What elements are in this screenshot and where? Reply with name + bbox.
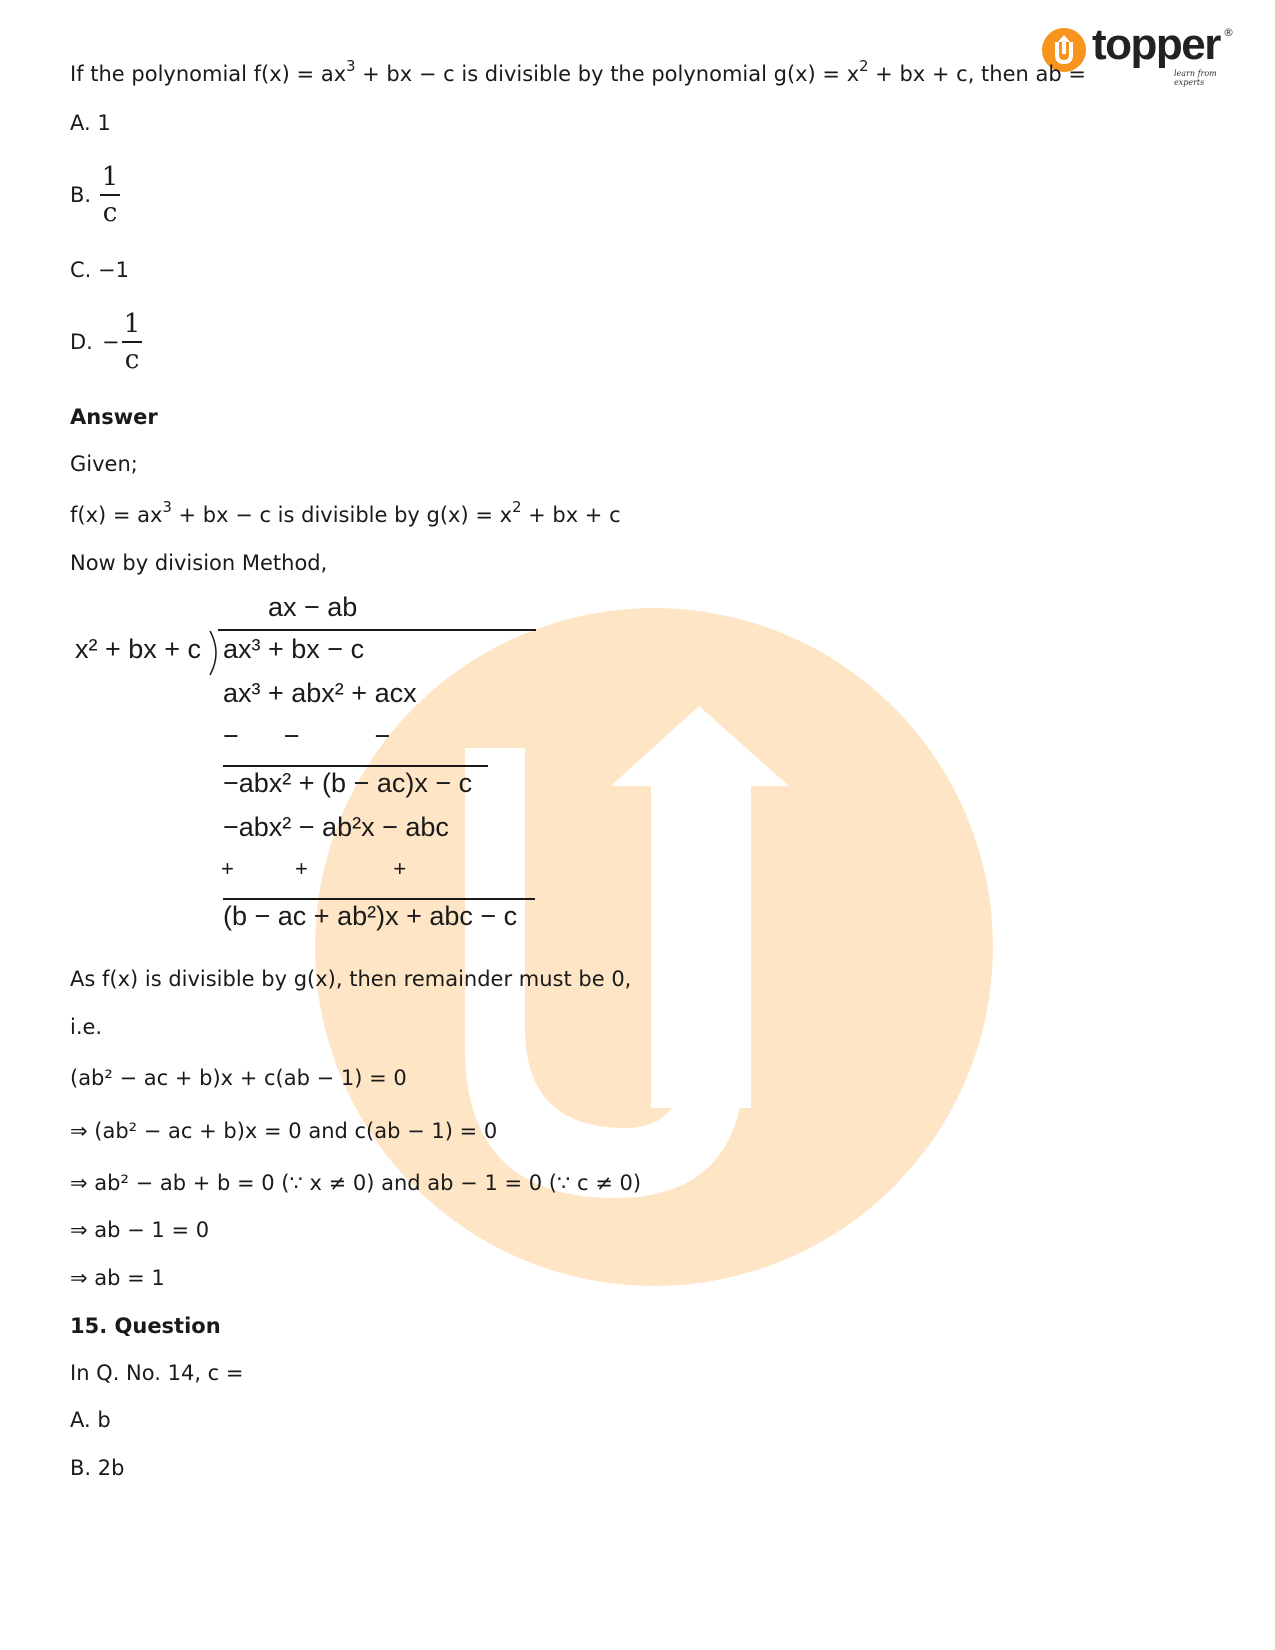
- logo-wordmark: topper: [1092, 20, 1220, 69]
- registered-mark: ®: [1223, 26, 1234, 39]
- fraction-numerator: 1: [123, 309, 141, 339]
- stem-part: + bx − c is divisible by the polynomial g(x) = x: [355, 62, 860, 86]
- stem-part: + bx + c, then ab =: [868, 62, 1086, 86]
- given-part: + bx + c: [521, 503, 621, 527]
- option-b-label: B.: [70, 183, 92, 207]
- equation-2: ⇒ (ab² − ac + b)x = 0 and c(ab − 1) = 0: [70, 1119, 498, 1143]
- equation-5: ⇒ ab = 1: [70, 1266, 165, 1290]
- question15-stem: In Q. No. 14, c =: [70, 1361, 244, 1385]
- division-remainder1: −abx² + (b − ac)x − c: [223, 768, 473, 798]
- division-step1: ax³ + abx² + acx: [223, 678, 417, 708]
- given-sup: 3: [162, 498, 172, 516]
- stem-sup: 3: [346, 57, 356, 75]
- division-rule1: [223, 765, 488, 767]
- division-step2: −abx² − ab²x − abc: [223, 812, 449, 842]
- stem-part: If the polynomial f(x) = ax: [70, 62, 347, 86]
- ie-text: i.e.: [70, 1015, 103, 1039]
- option-d-fraction: [122, 307, 142, 377]
- reason-text: As f(x) is divisible by g(x), then remainder must be 0,: [70, 967, 632, 991]
- method-label: Now by division Method,: [70, 551, 328, 575]
- given-part: f(x) = ax: [70, 503, 163, 527]
- given-part: + bx − c is divisible by g(x) = x: [171, 503, 513, 527]
- division-signs2: + + +: [221, 856, 407, 881]
- division-rule2: [223, 898, 535, 900]
- fraction-denominator: c: [102, 197, 118, 228]
- answer-heading: Answer: [70, 405, 158, 429]
- division-top-bar: [218, 629, 536, 631]
- equation-1: (ab² − ac + b)x + c(ab − 1) = 0: [70, 1066, 407, 1090]
- question15-option-a: A. b: [70, 1408, 111, 1432]
- given-statement: [70, 498, 621, 527]
- logo-tagline: learn from experts: [1174, 69, 1217, 87]
- fraction-numerator: 1: [101, 162, 119, 192]
- question15-heading: 15. Question: [70, 1314, 221, 1338]
- given-label: Given;: [70, 452, 138, 476]
- option-a: A. 1: [70, 111, 111, 135]
- equation-3: ⇒ ab² − ab + b = 0 (∵ x ≠ 0) and ab − 1 = 0 (∵ c ≠ 0): [70, 1171, 642, 1195]
- given-sup: 2: [512, 498, 522, 516]
- question15-option-b: B. 2b: [70, 1456, 125, 1480]
- division-signs1: − − −: [223, 721, 391, 751]
- equation-4: ⇒ ab − 1 = 0: [70, 1218, 210, 1242]
- fraction-denominator: c: [124, 344, 140, 375]
- option-d-sign: −: [102, 330, 120, 354]
- question-stem: [70, 57, 1086, 86]
- division-dividend: ax³ + bx − c: [223, 634, 365, 664]
- option-d-label: D.: [70, 330, 93, 354]
- stem-sup: 2: [859, 57, 869, 75]
- division-divisor: x² + bx + c: [75, 634, 202, 664]
- division-final-remainder: (b − ac + ab²)x + abc − c: [223, 901, 518, 931]
- division-quotient: ax − ab: [268, 592, 358, 622]
- option-c: C. −1: [70, 258, 129, 282]
- division-bracket: [208, 629, 222, 677]
- option-b-fraction: [100, 160, 120, 230]
